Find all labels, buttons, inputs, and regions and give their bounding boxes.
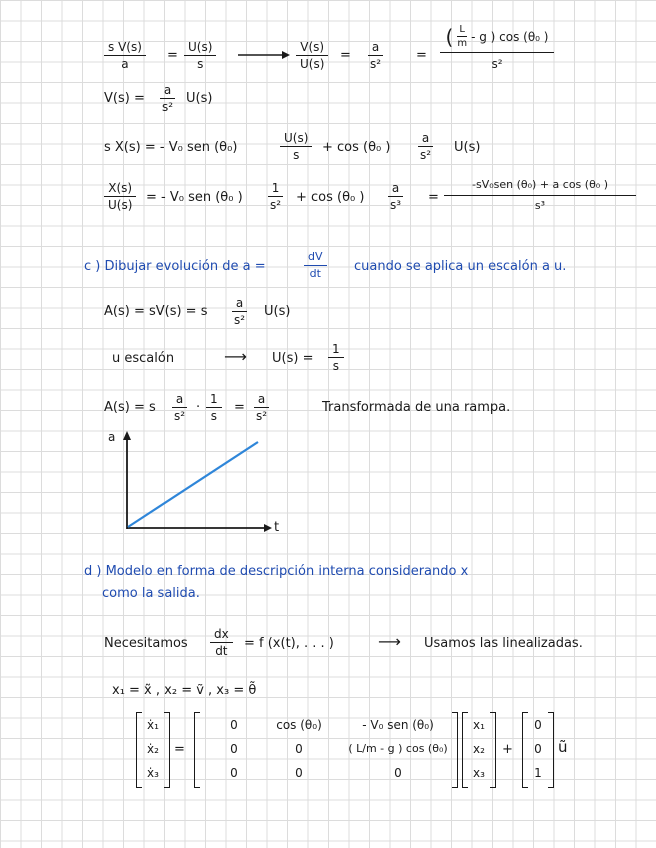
frac-V-over-U [296,40,328,71]
ramp-note: Transformada de una rampa. [322,400,511,415]
frac-den: U(s) [300,57,325,71]
big-fraction [440,24,554,71]
frac-den: dt [215,644,228,658]
A-0-1: cos (θ₀) [276,718,322,732]
frac-den: s [293,148,300,162]
frac-den: s [332,359,339,373]
section-c-label: c ) Dibujar evolución de a = [84,259,266,274]
frac-num: V(s) [296,40,328,56]
big-fraction-result [444,178,636,213]
frac-X-over-U [104,181,136,212]
A-2-1: 0 [295,766,303,780]
A-1-2: ( L/m - g ) cos (θ₀) [348,742,448,755]
x1: x₁ [473,718,485,732]
frac-sV-over-a [104,40,146,71]
frac-1-over-s [206,392,222,423]
frac-num: a [368,40,383,56]
lhs-vector [136,712,170,788]
frac-U-over-s [184,40,216,71]
x2: x₂ [473,742,485,756]
section-d-line2: como la salida. [102,586,200,601]
frac-num: U(s) [280,131,312,147]
frac-den: s² [162,100,174,114]
frac-num: a [172,392,187,408]
frac-1-over-s2 [266,181,285,212]
graph-x-label: t [274,520,280,535]
A-0-2: - V₀ sen (θ₀) [362,718,434,732]
plus-cos: + cos (θ₀ ) [296,190,365,205]
frac-num: a [254,392,269,408]
us-term: U(s) [264,304,291,319]
usamos-linealizadas: Usamos las linealizadas. [424,636,583,651]
frac-a-over-s2 [158,83,177,114]
frac-num: a [160,83,175,99]
A-2-0: 0 [230,766,238,780]
x3: x₃ [473,766,485,780]
frac-a-over-s2 [416,131,435,162]
frac-a-over-s3 [386,181,405,212]
frac-num: 1 [328,342,344,358]
graph-y-label: a [108,430,116,444]
frac-num: dV [304,250,327,266]
frac-num: X(s) [104,181,136,197]
frac-den: s³ [390,198,402,212]
big-frac-numerator: -sV₀sen (θ₀) + a cos (θ₀ ) [444,178,636,196]
us-term: U(s) [186,91,213,106]
big-frac-denominator: s² [491,57,503,71]
A-1-0: 0 [230,742,238,756]
frac-den: s [210,409,217,423]
lhs-x3dot: ẋ₃ [147,766,159,780]
equals: = [167,48,178,63]
arrow-head [282,51,290,59]
as-left: A(s) = sV(s) = s [104,304,208,319]
as-left: A(s) = s [104,400,156,415]
equals: = [174,742,185,757]
graph-x-arrowhead [264,524,272,532]
frac-a-over-s2 [252,392,271,423]
A-0-0: 0 [230,718,238,732]
frac-num: L [459,24,465,35]
x-vector [462,712,496,788]
equals: = [416,48,427,63]
u-tilde: ũ [558,738,568,756]
vs-left: V(s) = [104,91,145,106]
frac-den: s² [270,198,282,212]
plus-cos: + cos (θ₀ ) [322,140,391,155]
frac-num: dx [210,627,233,643]
section-c-rest: cuando se aplica un escalón a u. [354,259,567,274]
B-1: 0 [534,742,542,756]
graph-y-arrowhead [123,431,131,440]
frac-den: s² [420,148,432,162]
lhs-x1dot: ẋ₁ [147,718,159,732]
B-vector [522,712,554,788]
A-2-2: 0 [394,766,402,780]
A-1-1: 0 [295,742,303,756]
us-term: U(s) [454,140,481,155]
frac-den: s² [234,313,246,327]
equals: = [428,190,439,205]
frac-a-over-s2 [366,40,385,71]
frac-den: a [121,57,129,71]
plus: + [502,742,513,757]
frac-den: s² [256,409,268,423]
frac-num: s V(s) [104,40,146,56]
frac-den: U(s) [108,198,133,212]
equals: = [234,400,245,415]
frac-den: s² [370,57,382,71]
frac-num: a [418,131,433,147]
frac-den: dt [309,267,321,280]
big-frac-denominator: s³ [534,199,546,212]
frac-dx-over-dt [210,627,233,658]
arrow: ⟶ [378,632,401,651]
frac-num: a [388,181,403,197]
state-definitions: x₁ = x̃ , x₂ = ṽ , x₃ = θ̃ [112,683,257,698]
frac-num: a [232,296,247,312]
f-of-x: = f (x(t), . . . ) [244,636,334,651]
graph-ramp-line [128,442,258,527]
frac-L-over-m [455,24,469,49]
frac-1-over-s [328,342,344,373]
frac-U-over-s [280,131,312,162]
frac-a-over-s2 [170,392,189,423]
mid-term: = - V₀ sen (θ₀ ) [146,190,243,205]
frac-num: 1 [206,392,222,408]
lhs-x2dot: ẋ₂ [147,742,159,756]
necesitamos: Necesitamos [104,636,188,651]
frac-num: 1 [268,181,284,197]
B-0: 0 [534,718,542,732]
dot: · [196,400,201,415]
big-num-rest: - g ) cos (θ₀ ) [471,29,549,44]
u-escalon: u escalón [112,351,175,366]
frac-num: U(s) [184,40,216,56]
frac-a-over-s2 [230,296,249,327]
sx-left: s X(s) = - V₀ sen (θ₀) [104,140,238,155]
frac-den: s [197,57,204,71]
B-2: 1 [534,766,542,780]
frac-den: s² [174,409,186,423]
frac-den: m [457,38,468,49]
big-frac-numerator: ( $\frac{L}{m}$ - g ) cos (θ₀ ) [440,24,554,53]
arrow: ⟶ [224,347,247,366]
frac-dv-over-dt [304,250,327,281]
us-equals: U(s) = [272,351,314,366]
A-matrix [194,712,458,788]
section-d-line1: d ) Modelo en forma de descripción interna considerando x [84,564,469,579]
equals: = [340,48,351,63]
